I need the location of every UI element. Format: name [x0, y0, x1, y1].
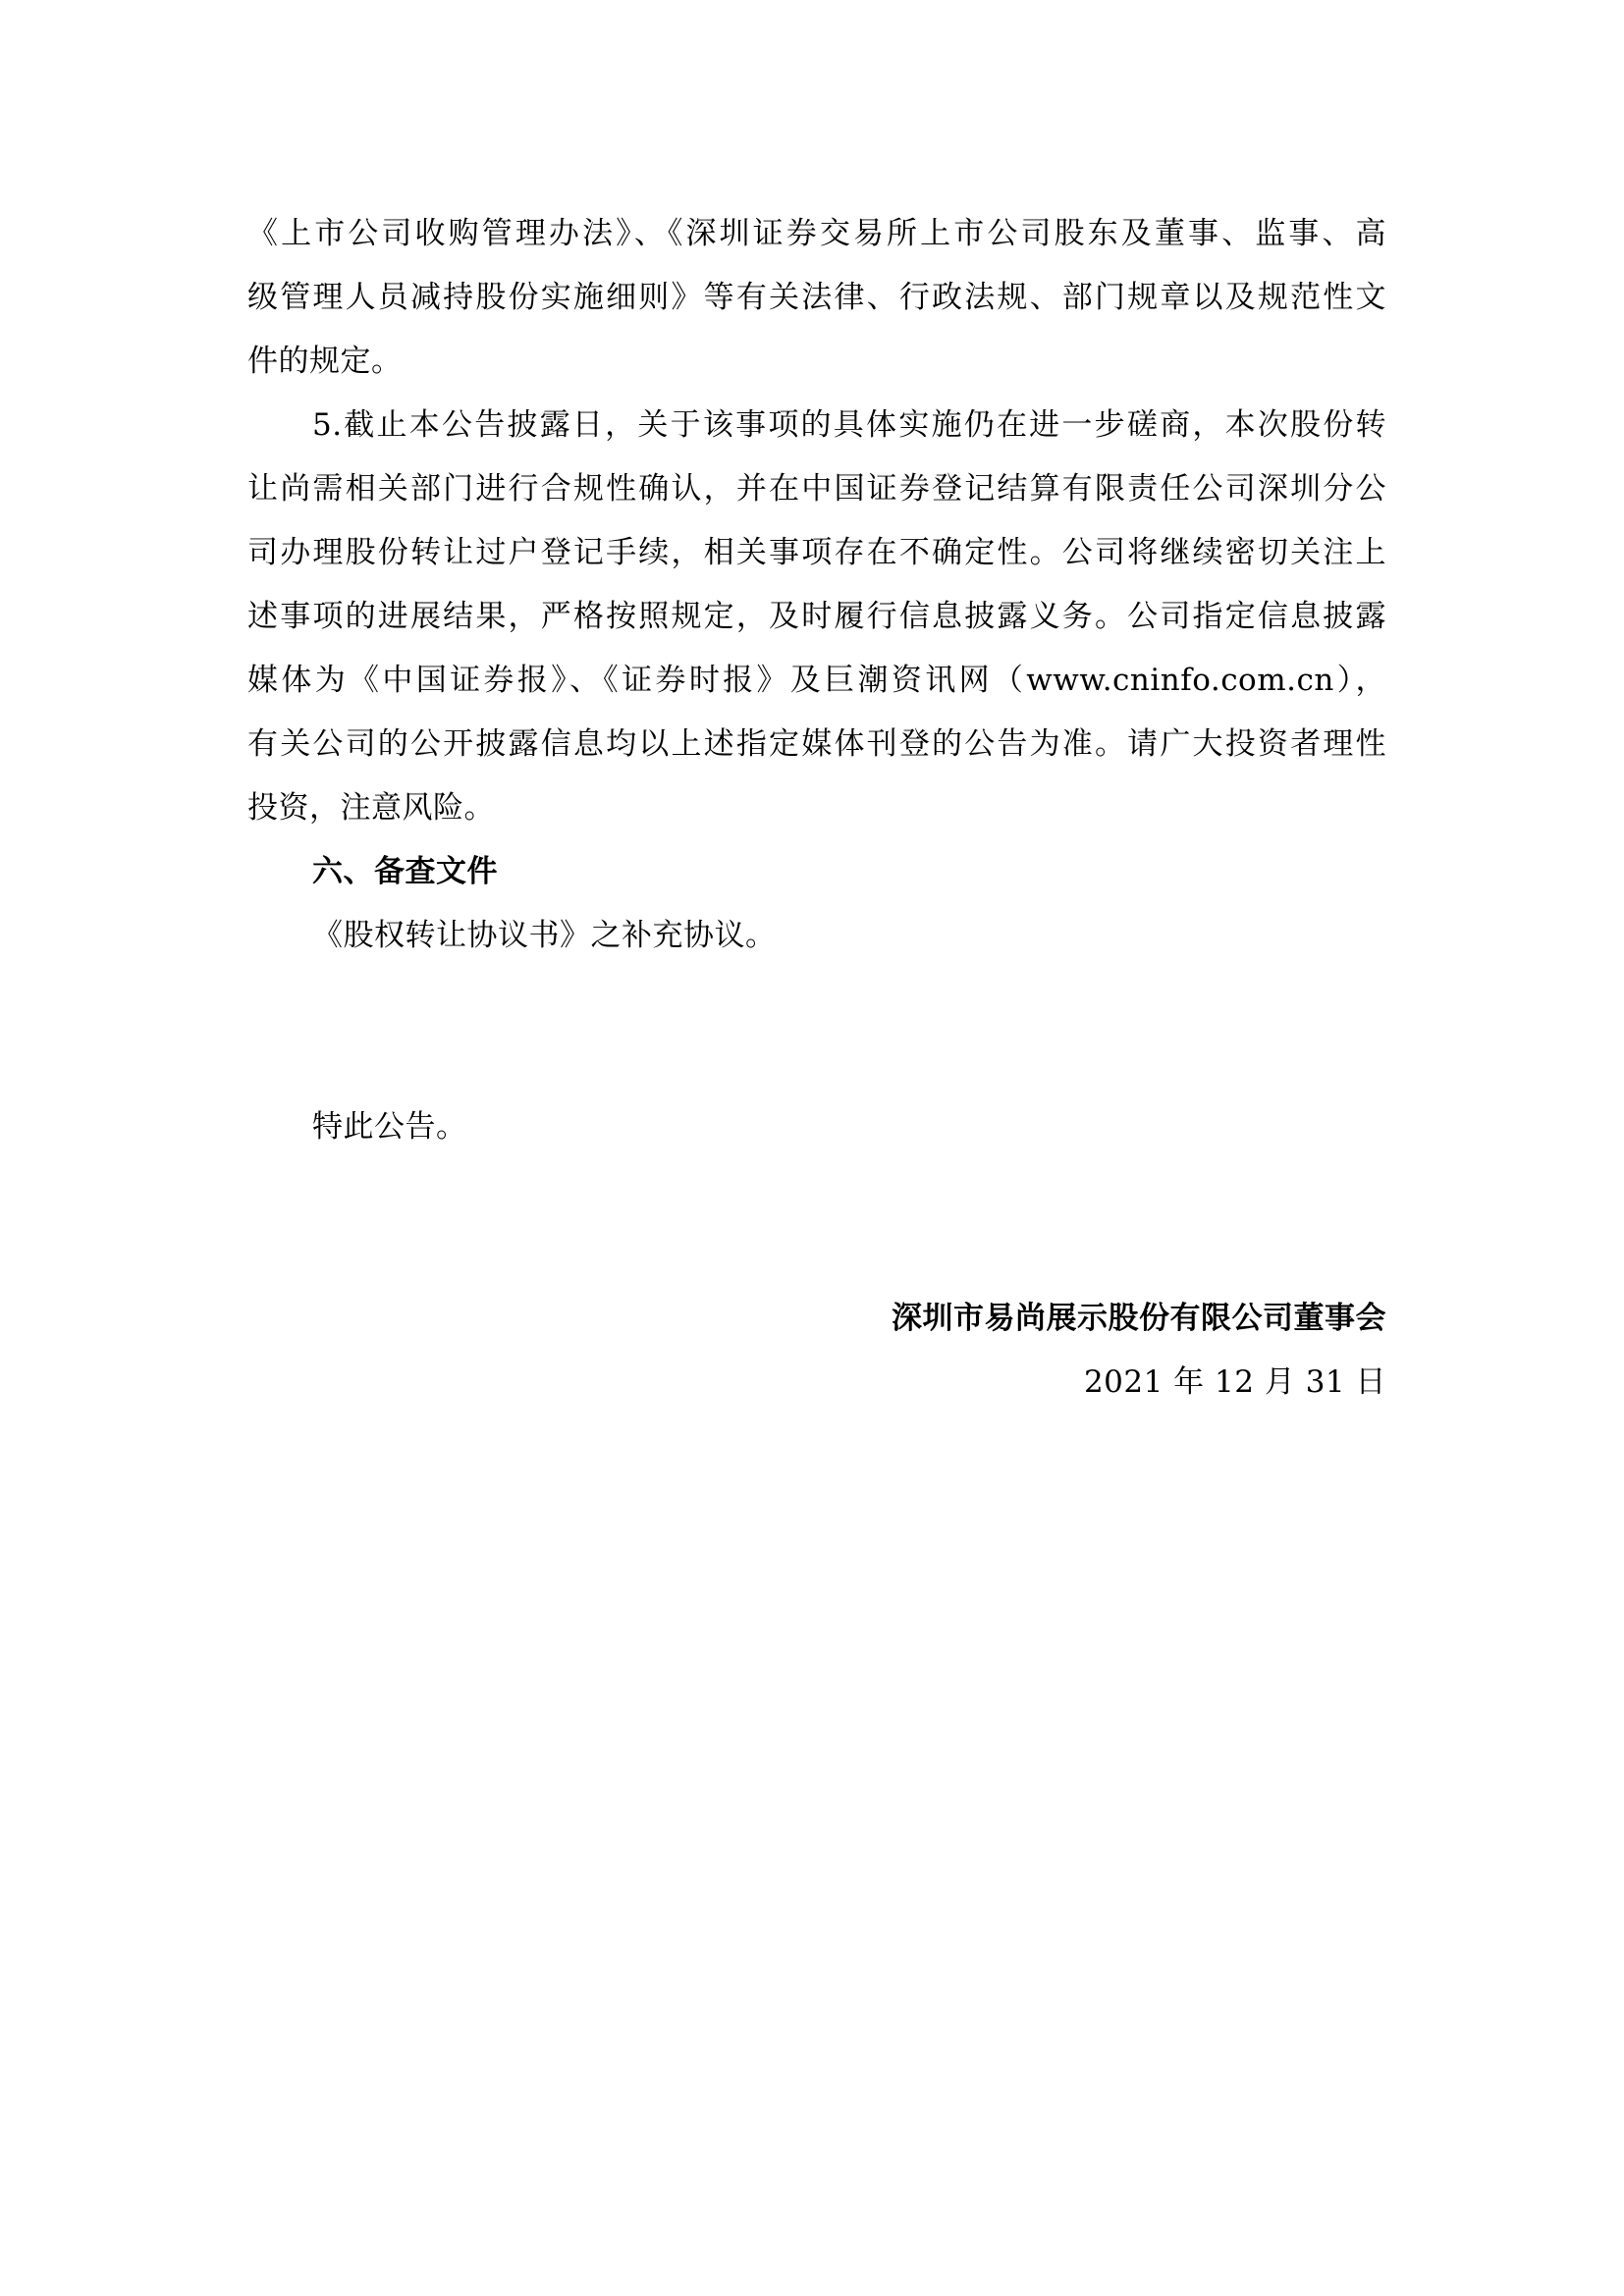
paragraph-line: 述事项的进展结果，严格按照规定，及时履行信息披露义务。公司指定信息披露 [247, 599, 1386, 634]
paragraph-line: 让尚需相关部门进行合规性确认，并在中国证券登记结算有限责任公司深圳分公 [247, 471, 1386, 507]
paragraph-line: 件的规定。 [247, 344, 403, 379]
section-heading: 六、备查文件 [312, 854, 498, 889]
paragraph-line: 司办理股份转让过户登记手续，相关事项存在不确定性。公司将继续密切关注上 [247, 535, 1386, 570]
paragraph-line: 投资，注意风险。 [247, 790, 495, 826]
paragraph-line: 级管理人员减持股份实施细则》等有关法律、行政法规、部门规章以及规范性文 [247, 280, 1386, 315]
signature-date: 2021 年 12 月 31 日 [1083, 1364, 1386, 1400]
paragraph-line: 媒体为《中国证券报》、《证券时报》及巨潮资讯网（www.cninfo.com.cn）， [247, 663, 1386, 698]
paragraph-line: 《上市公司收购管理办法》、《深圳证券交易所上市公司股东及董事、监事、高 [247, 216, 1386, 251]
signature-company: 深圳市易尚展示股份有限公司董事会 [892, 1301, 1386, 1336]
closing-text: 特此公告。 [312, 1109, 467, 1145]
paragraph-line: 有关公司的公开披露信息均以上述指定媒体刊登的公告为准。请广大投资者理性 [247, 726, 1386, 762]
section-body: 《股权转让协议书》之补充协议。 [312, 918, 777, 953]
paragraph-line: 5.截止本公告披露日，关于该事项的具体实施仍在进一步磋商，本次股份转 [312, 407, 1386, 443]
